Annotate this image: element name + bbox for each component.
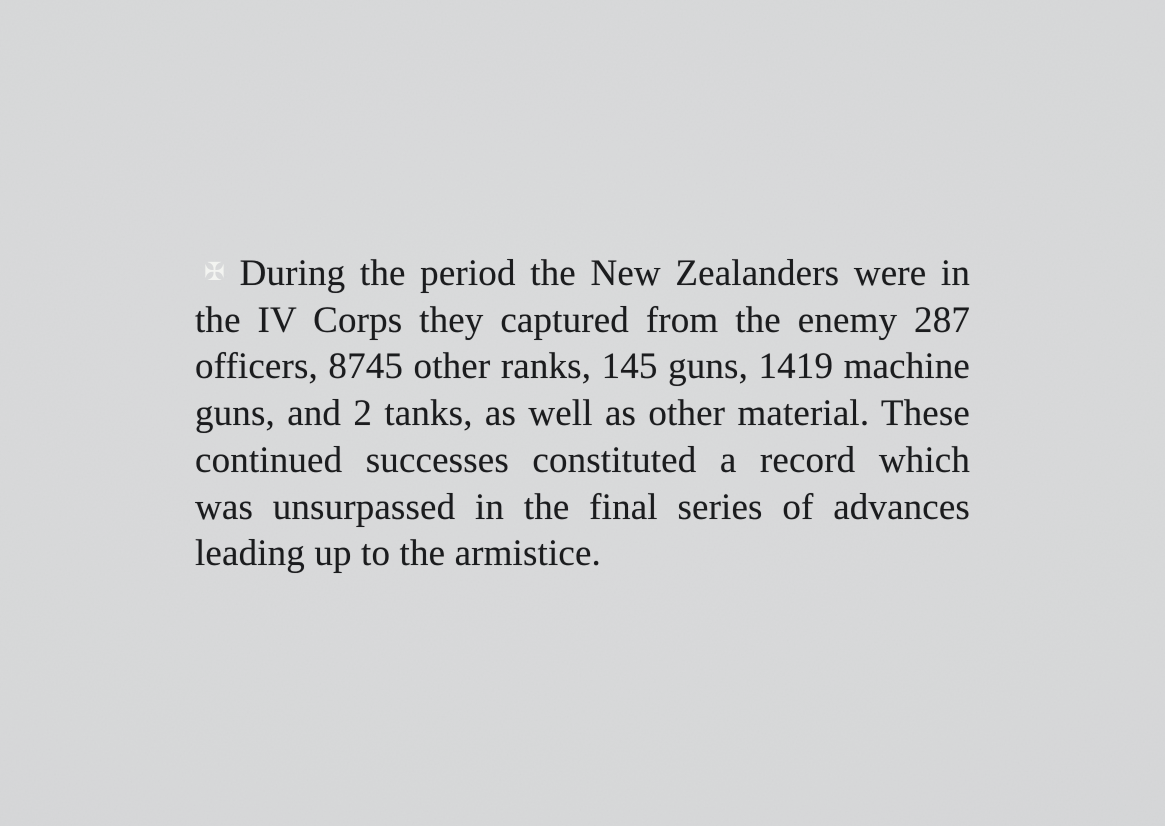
text-line-7: leading up to the armistice.: [195, 533, 601, 575]
text-line-5: continued successes constituted a record which: [195, 439, 970, 481]
text-line-3: officers, 8745 other ranks, 145 guns, 1419 machine: [195, 346, 970, 388]
text-line-1: [195, 249, 970, 298]
text-line-6: was unsurpassed in the final series of advances: [195, 486, 970, 528]
text-line-2: the IV Corps they captured from the enemy 287: [195, 299, 970, 341]
text-line-1-content: During the period the New Zealanders were in: [239, 253, 971, 294]
text-line-4: guns, and 2 tanks, as well as other material. These: [195, 393, 970, 435]
paragraph: [195, 249, 970, 578]
maltese-cross-icon: ✠: [204, 257, 225, 286]
